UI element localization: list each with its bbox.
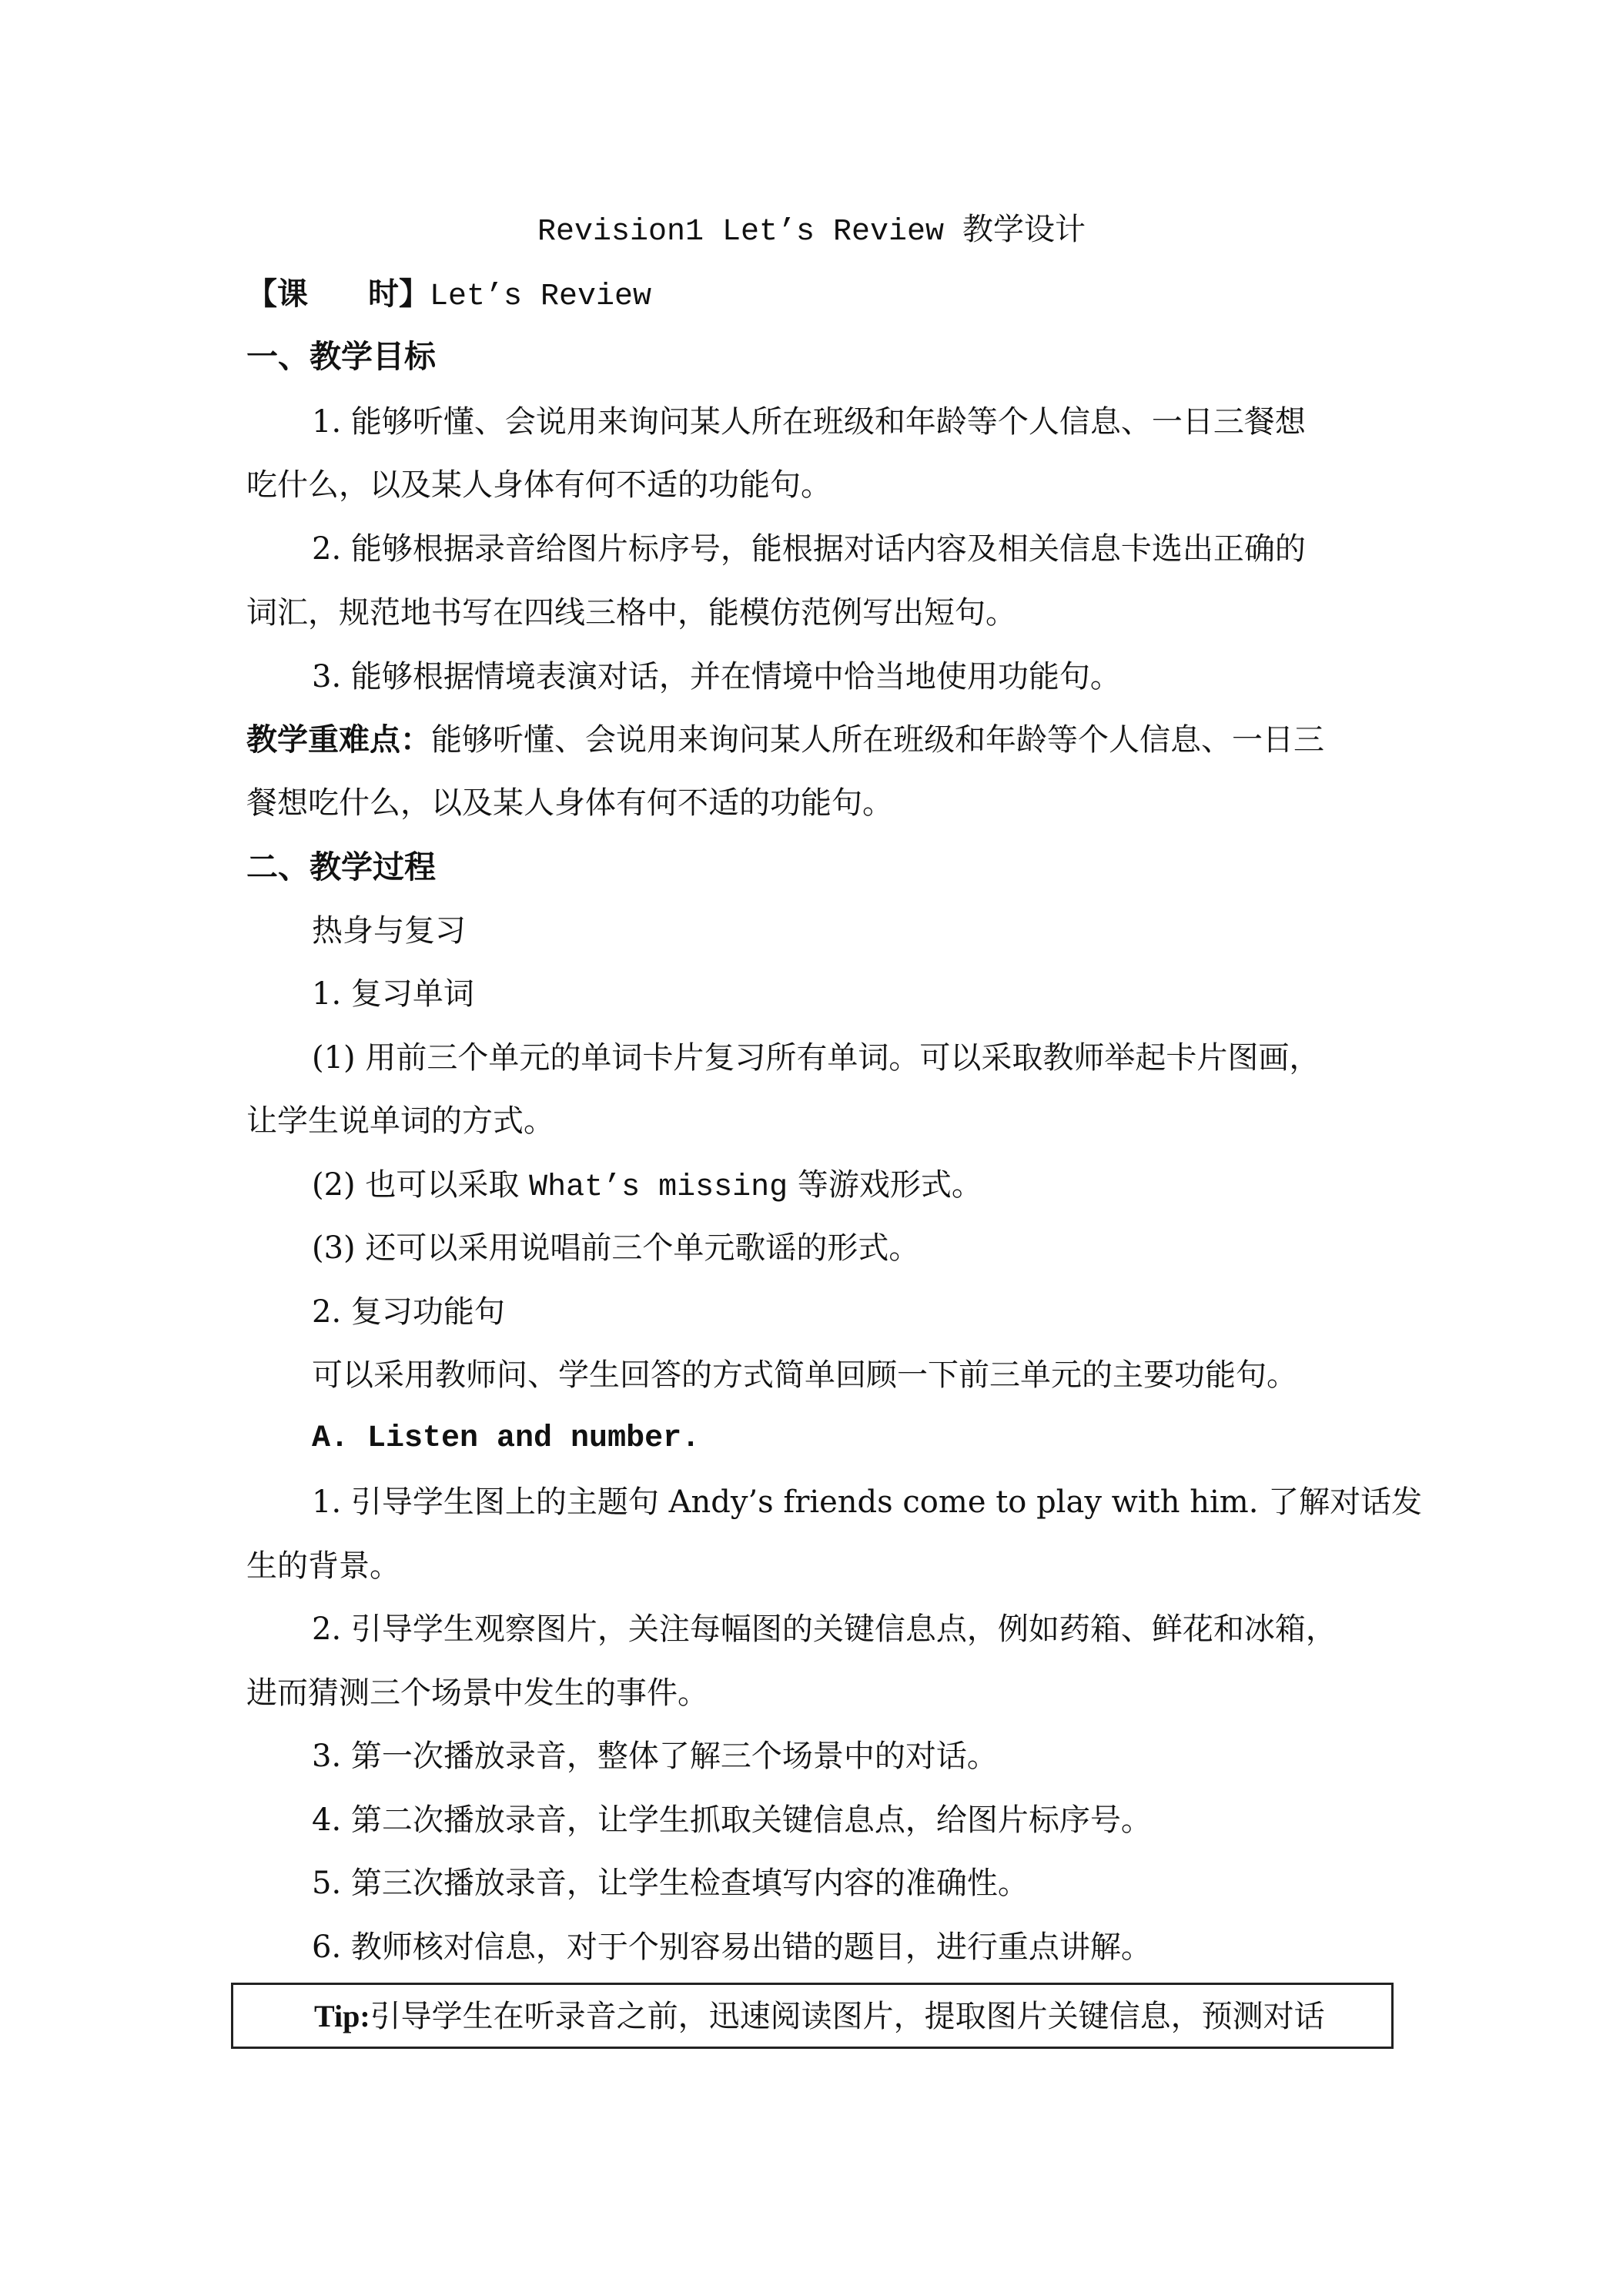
section1-heading: 一、教学目标 bbox=[246, 338, 436, 375]
lesson-row bbox=[246, 275, 651, 316]
tip-label: Tip: bbox=[314, 1999, 370, 2033]
section2-heading: 二、教学过程 bbox=[246, 848, 436, 885]
item2-suffix: 等游戏形式。 bbox=[788, 1167, 982, 1203]
objective-3-line1: 3. 能够根据情境表演对话，并在情境中恰当地使用功能句。 bbox=[312, 659, 1121, 694]
review-words-item1-line2: 让学生说单词的方式。 bbox=[246, 1103, 554, 1139]
lesson-label-close: 时】 bbox=[368, 276, 430, 312]
lesson-value: Let’s Review bbox=[430, 279, 652, 314]
item2-en: What’s missing bbox=[529, 1170, 788, 1205]
tip-text: 引导学生在听录音之前，迅速阅读图片，提取图片关键信息，预测对话 bbox=[370, 1999, 1325, 2034]
tip-box bbox=[231, 1983, 1394, 2049]
review-words-heading: 1. 复习单词 bbox=[312, 976, 474, 1012]
tip-row bbox=[314, 1997, 1325, 2036]
step-1-line2: 生的背景。 bbox=[246, 1548, 400, 1584]
key-points-line2: 餐想吃什么，以及某人身体有何不适的功能句。 bbox=[246, 785, 893, 821]
step-4: 4. 第二次播放录音，让学生抓取关键信息点，给图片标序号。 bbox=[312, 1802, 1152, 1838]
document-title: Revision1 Let’s Review 教学设计 bbox=[537, 215, 1086, 249]
item2-prefix: (2) 也可以采取 bbox=[312, 1167, 530, 1203]
step-5: 5. 第三次播放录音，让学生检查填写内容的准确性。 bbox=[312, 1866, 1029, 1901]
review-sentences-text: 可以采用教师问、学生回答的方式简单回顾一下前三单元的主要功能句。 bbox=[312, 1357, 1297, 1393]
step-1-line1: 1. 引导学生图上的主题句 Andy’s friends come to play with him. 了解对话发 bbox=[312, 1484, 1423, 1520]
review-words-item2 bbox=[312, 1166, 982, 1207]
warmup-heading: 热身与复习 bbox=[312, 913, 466, 949]
key-points-text: 能够听懂、会说用来询问某人所在班级和年龄等个人信息、一日三 bbox=[431, 722, 1324, 758]
review-words-item1-line1: (1) 用前三个单元的单词卡片复习所有单词。可以采取教师举起卡片图画， bbox=[312, 1040, 1320, 1076]
review-sentences-heading: 2. 复习功能句 bbox=[312, 1294, 505, 1330]
objective-1-line1: 1. 能够听懂、会说用来询问某人所在班级和年龄等个人信息、一日三餐想 bbox=[312, 404, 1306, 440]
step-6: 6. 教师核对信息，对于个别容易出错的题目，进行重点讲解。 bbox=[312, 1930, 1152, 1965]
key-points-line1 bbox=[246, 721, 1324, 759]
lesson-label-open: 【课 bbox=[246, 276, 308, 312]
step-3: 3. 第一次播放录音，整体了解三个场景中的对话。 bbox=[312, 1739, 998, 1774]
objective-2-line1: 2. 能够根据录音给图片标序号，能根据对话内容及相关信息卡选出正确的 bbox=[312, 531, 1306, 567]
objective-2-line2: 词汇，规范地书写在四线三格中，能模仿范例写出短句。 bbox=[246, 595, 1016, 631]
activity-a-heading: A. Listen and number. bbox=[312, 1421, 701, 1456]
key-points-label: 教学重难点： bbox=[246, 721, 431, 758]
step-2-line1: 2. 引导学生观察图片，关注每幅图的关键信息点，例如药箱、鲜花和冰箱， bbox=[312, 1612, 1337, 1647]
step-2-line2: 进而猜测三个场景中发生的事件。 bbox=[246, 1675, 708, 1711]
review-words-item3: (3) 还可以采用说唱前三个单元歌谣的形式。 bbox=[312, 1230, 920, 1266]
objective-1-line2: 吃什么，以及某人身体有何不适的功能句。 bbox=[246, 467, 832, 503]
